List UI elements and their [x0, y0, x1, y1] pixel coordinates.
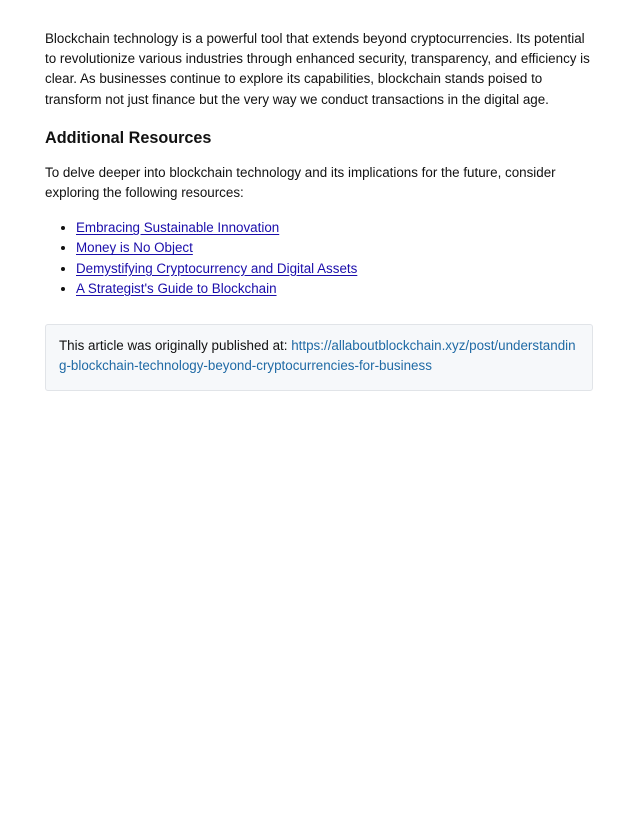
resource-link-money-is-no-object[interactable]: Money is No Object	[76, 240, 193, 256]
list-item	[76, 218, 594, 238]
list-item	[76, 259, 594, 279]
list-item	[76, 279, 594, 299]
resource-link-strategists-guide[interactable]: A Strategist's Guide to Blockchain	[76, 280, 277, 296]
notice-prefix-text: This article was originally published at:	[59, 338, 292, 354]
resource-link-sustainable-innovation[interactable]: Embracing Sustainable Innovation	[76, 220, 280, 236]
section-lead-paragraph: To delve deeper into blockchain technology and its implications for the future, consider exploring the following resources:	[45, 164, 556, 201]
resource-link-demystifying-cryptocurrency[interactable]: Demystifying Cryptocurrency and Digital Assets	[76, 260, 358, 276]
resources-list	[45, 218, 594, 299]
original-article-link[interactable]: https://allaboutblockchain.xyz/post/understanding-blockchain-technology-beyond-cryptocurrencies-for-business	[59, 338, 576, 374]
section-heading: Additional Resources	[45, 128, 212, 147]
intro-paragraph: Blockchain technology is a powerful tool that extends beyond cryptocurrencies. Its potential to revolutionize various industries through enhanced security, transparency, and efficiency is clear. As businesses continue to explore its capabilities, blockchain stands poised to transform not just finance but the very way we conduct transactions in the digital age.	[45, 31, 590, 107]
list-item	[76, 238, 594, 258]
original-publication-notice	[45, 324, 593, 391]
